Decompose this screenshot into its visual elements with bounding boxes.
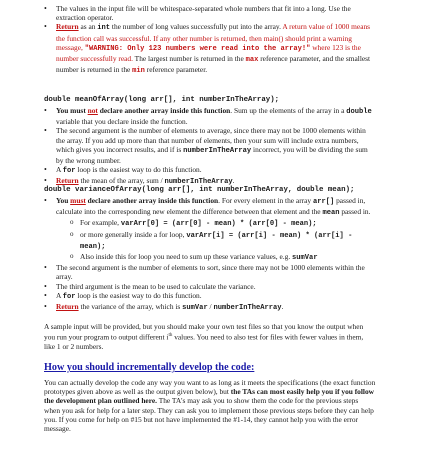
section-heading: How you should incrementally develop the code: bbox=[44, 362, 255, 373]
sample-input-paragraph: A sample input will be provided, but you should make your own test files so that you know the output when you run your program to output different $i^{th}$ values. You need to also test for files with fewer values in them, like 1 or 2 numbers. bbox=[44, 322, 364, 351]
input-bullets bbox=[56, 4, 374, 76]
variance-bullet-return: • Return the variance of the array, which is sumVar / numberInTheArray. bbox=[56, 302, 374, 313]
development-paragraph: You can actually develop the code any way you want to as long as it meets the specifications (the exact function prototypes given above as well as the output given below), but the TAs can most easily help you if you follow the development plan outlined here. The TA's may ask you to show them the code for the previous steps when you ask for help for a later step. They can ask you to implement those previous steps before they can help you. If you come for help on #15 but not have implemented the #1-14, they cannot help you with the error message. bbox=[44, 378, 376, 434]
sub-general: o or more generally inside a for loop, varArr[i] = (arr[i] - mean) * (arr[i] - mean); bbox=[80, 230, 374, 252]
mean-bullet-second-arg: • The second argument is the number of elements to average, since there may not be 1000 elements within the array. If you add up more than that number of elements, then your sum will include extra numbers, which gives you incorrect results, and if is numberInTheArray incorrect, you will be dividing the sum by the wrong number. bbox=[56, 126, 374, 165]
variance-bullet-third-arg: • The third argument is the mean to be used to calculate the variance. bbox=[56, 282, 374, 291]
variance-sub-list bbox=[80, 218, 374, 263]
mean-bullets bbox=[56, 106, 374, 188]
variance-bullets bbox=[56, 196, 374, 313]
mean-bullet-for-loop: • A for loop is the easiest way to do this function. bbox=[56, 165, 374, 176]
sub-example: o For example, varArr[0] = (arr[0] - mean) * (arr[0] - mean); bbox=[80, 218, 374, 229]
variance-bullet-for-loop: • A for loop is the easiest way to do this function. bbox=[56, 291, 374, 302]
bullet-return-count: • Return as an int the number of long values successfully put into the array. A return value of 1000 means the function call was successful. If any other number is returned, then main() should print a warning message, "WARNING: Only 123 numbers were read into the array!" where 123 is the number successfully read. The largest number is returned in the max reference parameter, and the smallest number is returned in the min reference parameter. bbox=[56, 22, 374, 76]
mean-bullet-no-array: • You must not declare another array inside this function. Sum up the elements of the array in a double variable that you declare inside the function. bbox=[56, 106, 374, 126]
variance-bullet-second-arg: • The second argument is the number of elements to sort, since there may not be 1000 elements within the array. bbox=[56, 263, 374, 281]
mean-signature: double meanOfArray(long arr[], int numberInTheArray); bbox=[44, 96, 280, 104]
warning-message: "WARNING: Only 123 numbers were read into the array!" bbox=[84, 44, 311, 53]
mean-bullet-return: • Return the mean of the array, sum / numberInTheArray. bbox=[56, 176, 374, 187]
variance-signature: double varianceOfArray(long arr[], int numberInTheArray, double mean); bbox=[44, 186, 355, 194]
sub-sum: o Also inside this for loop you need to sum up these variance values, e.g. sumVar bbox=[80, 252, 374, 263]
variance-bullet-array: • You must declare another array inside this function. For every element in the array arr[] passed in, calculate into the corresponding new element the difference between that element and the mean passed in. o For example, varArr[0] = (arr[0] - mean) * (arr[0] - mean); o or more generally inside a for loop, varArr[i] = (arr[i] - mean) * (arr[i] - mean); o Also inside this for loop you need to sum up these variance values, e.g. sumVar bbox=[56, 196, 374, 263]
bullet-input-values: • The values in the input file will be whitespace-separated whole numbers that fit into a long. Use the extraction operator. bbox=[56, 4, 374, 22]
